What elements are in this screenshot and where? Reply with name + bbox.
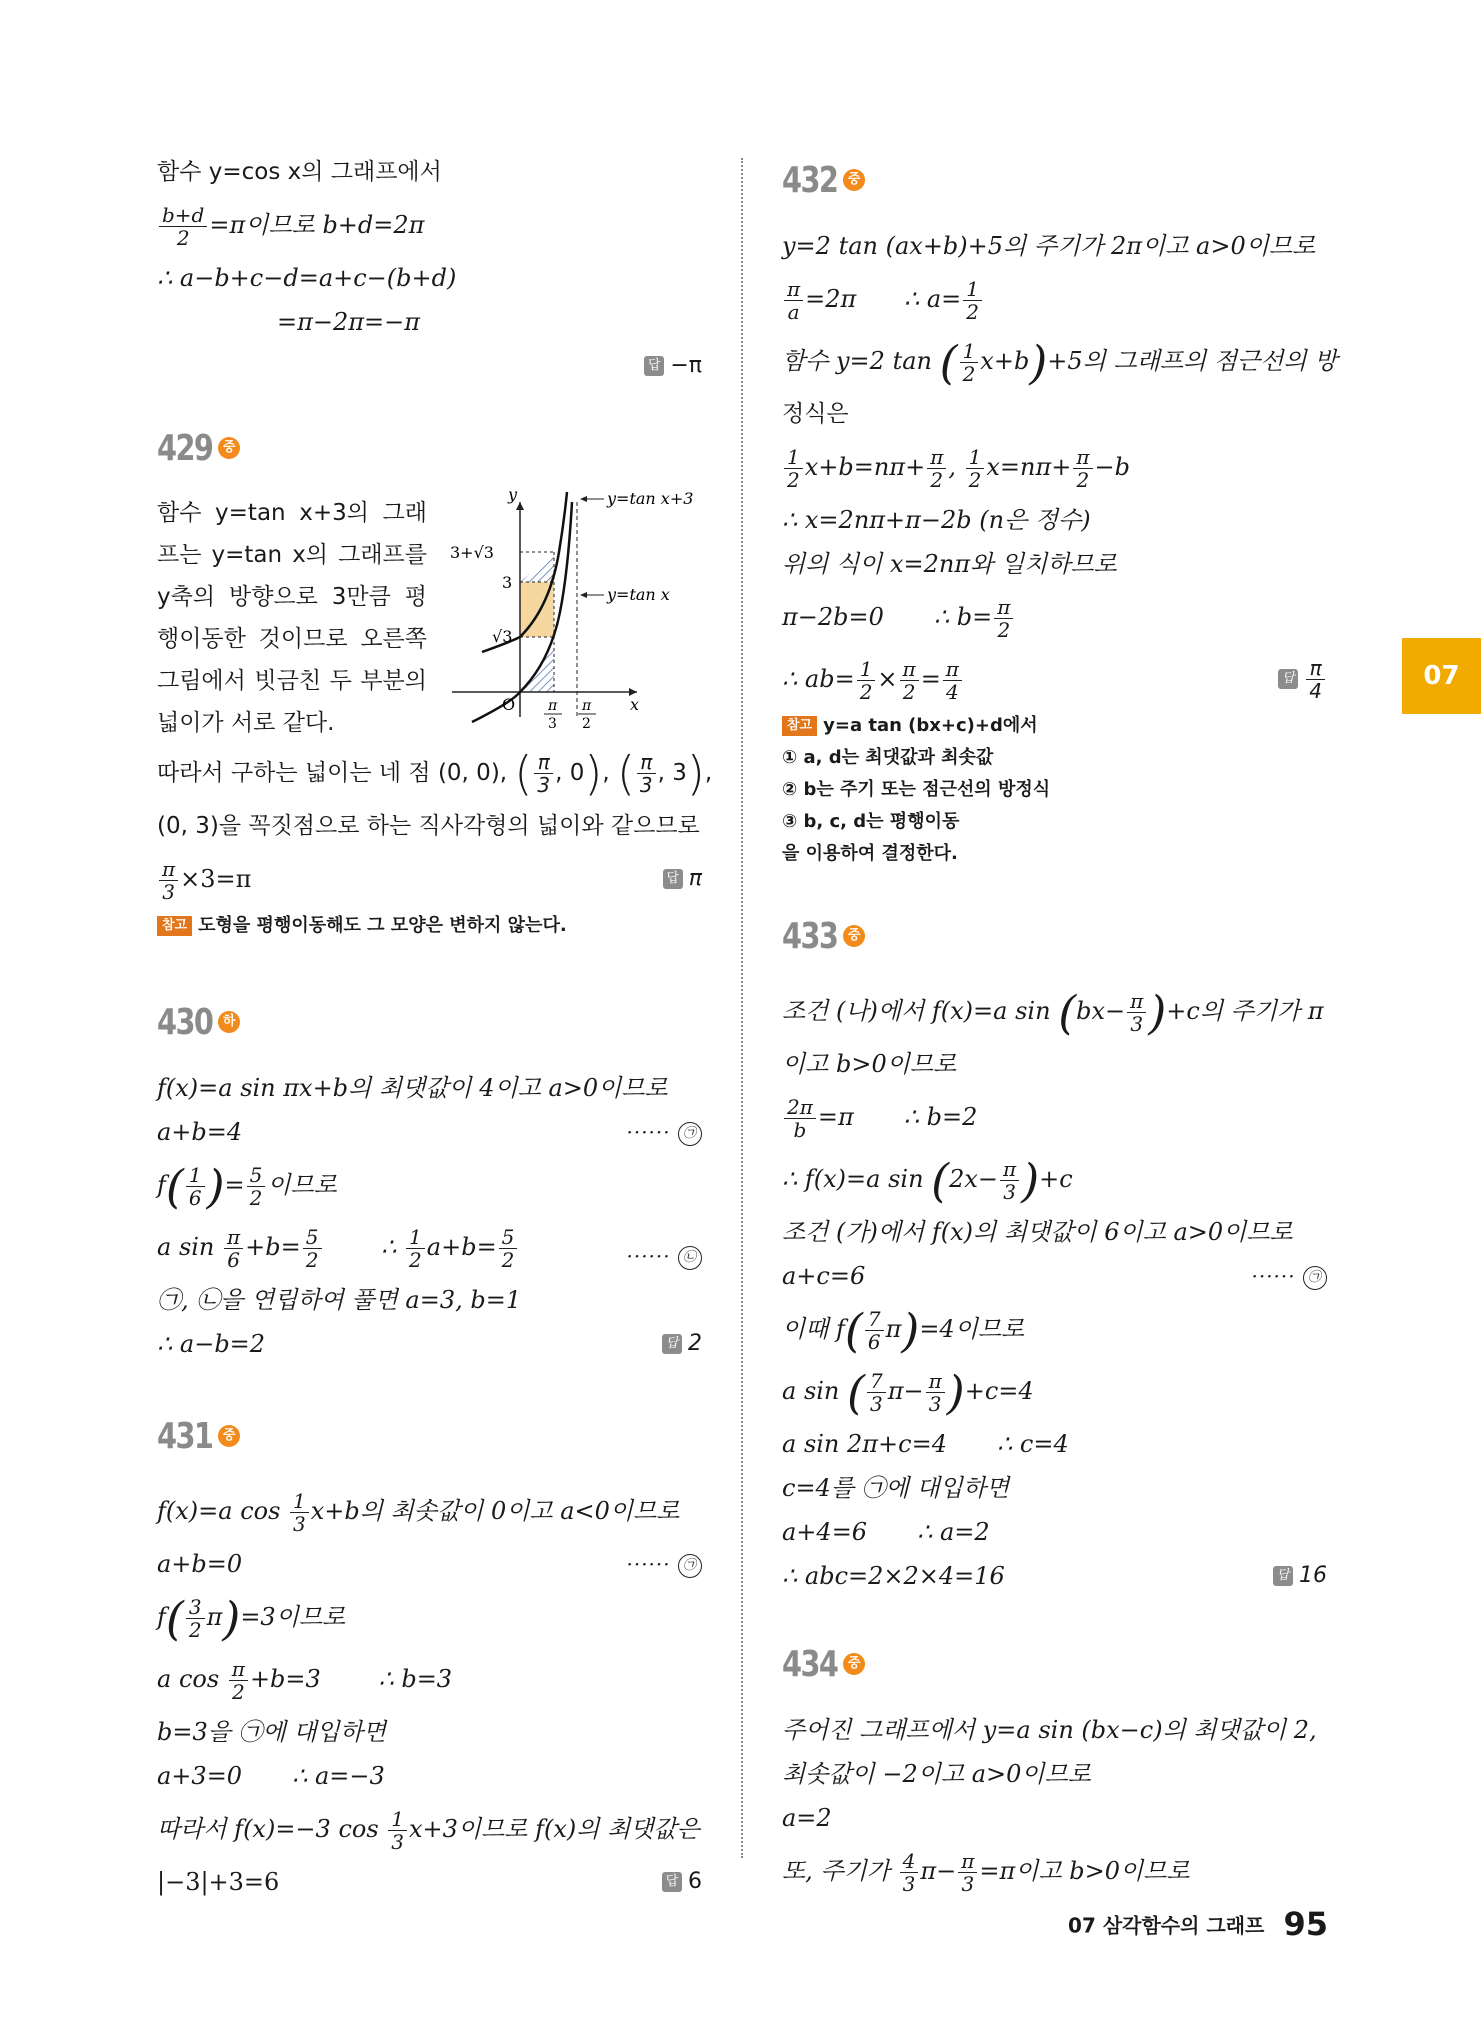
page-number: 95 [1283,1905,1328,1943]
math-line: ∴ abc=2×2×4=16 답 16 [782,1554,1327,1598]
answer-icon: 답 [662,1872,682,1892]
math-line: π−2b=0 ∴ b= $\frac{\pi}{2}$ [782,586,1327,648]
math-line: 최솟값이 −2이고 a>0이므로 [782,1760,1091,1788]
answer: 답 16 [1273,1554,1327,1598]
answer: 답 2 [662,1322,702,1366]
text-line: 함수 y=cos x의 그래프에서 [157,159,442,185]
math-line: =π−2π=−π [277,308,421,336]
math-line: a+4=6 ∴ a=2 [782,1518,990,1546]
note: 참고 도형을 평행이동해도 그 모양은 변하지 않는다. [157,910,702,942]
math-line: 이고 b>0이므로 [782,1050,957,1078]
math-line: b=3을 ㉠에 대입하면 [157,1718,387,1746]
math-line: $\frac{\pi}{3}$ ×3=π 답 π [157,848,702,910]
problem-number: 431 [157,1415,213,1457]
math-line: ㉠, ㉡을 연립하여 풀면 a=3, b=1 [157,1286,522,1314]
math-line: f(x)=a sin πx+b의 최댓값이 4이고 a>0이므로 [157,1074,668,1102]
chapter-tab: 07 [1402,638,1481,714]
math-line: a+b=0 ······ ㉠ [157,1542,702,1586]
fraction: $\frac{b+d}{2}$ [159,204,207,249]
svg-text:π: π [548,698,558,714]
circled-label: ㉡ [678,1246,702,1270]
problem-header-434 [782,1634,1327,1694]
math-line: ∴ x=2nπ+π−2b (n은 정수) [782,506,1091,534]
answer-icon: 답 [1278,669,1298,689]
math-line: 조건 (가)에서 f(x)의 최댓값이 6이고 a>0이므로 [782,1218,1293,1246]
svg-text:y=tan x: y=tan x [607,585,670,604]
math-line: 또, 주기가 $\frac{4}{3}$ π− $\frac{\pi}{3}$ =π이고 b>0이므로 [782,1849,1190,1896]
math-line: ∴ ab= $\frac{1}{2}$ × $\frac{\pi}{2}$ = $\frac{\pi}{4}$ 답 $\frac{\pi}{4}$ [782,648,1327,710]
answer: 답 −π [644,344,702,388]
math-line: a sin $\frac{\pi}{6}$ +b= $\frac{5}{2}$ ∴ $\frac{1}{2}$ a+b= $\frac{5}{2}$ ······ ㉡ [157,1216,702,1278]
math-line: a cos $\frac{\pi}{2}$ +b=3 ∴ b=3 [157,1657,453,1704]
math-line: $\frac{1}{2}$ x+b=nπ+ $\frac{\pi}{2}$ , $\frac{1}{2}$ x=nπ+ $\frac{\pi}{2}$ −b [782,436,1327,498]
svg-text:y=tan x+3: y=tan x+3 [607,489,694,508]
math-line: a+3=0 ∴ a=−3 [157,1762,385,1790]
math-line: 주어진 그래프에서 y=a sin (bx−c)의 최댓값이 2, [782,1716,1317,1744]
problem-number: 430 [157,1001,213,1043]
math-line: f( $\frac{3}{2}$ π)=3이므로 [157,1591,346,1646]
answer-line [157,344,702,388]
problem-number: 432 [782,159,838,201]
answer: 답 6 [662,1860,702,1904]
problem-header-433 [782,906,1327,966]
math-line: $\frac{\pi}{a}$ =2π ∴ a= $\frac{1}{2}$ [782,268,1327,330]
math-line: ∴ f(x)=a sin (2x− $\frac{\pi}{3}$ )+c [782,1153,1073,1208]
problem-header-429 [157,418,702,478]
svg-text:O: O [502,695,516,714]
math-line: a+c=6 ······ ㉠ [782,1254,1327,1298]
circled-label: ㉠ [678,1554,702,1578]
level-badge: 중 [843,1653,865,1675]
svg-text:y: y [508,485,518,504]
level-badge: 중 [843,169,865,191]
left-column [157,150,713,1904]
level-badge: 중 [218,1425,240,1447]
note-tag: 참고 [782,716,817,736]
math-line: $\frac{2\pi}{b}$ =π ∴ b=2 [782,1086,1327,1148]
math-line: 조건 (나)에서 f(x)=a sin (bx− $\frac{\pi}{3}$ )+c의 주기가 π [782,985,1324,1040]
answer-icon: 답 [663,869,683,889]
level-badge: 중 [843,925,865,947]
math-line: 따라서 f(x)=−3 cos $\frac{1}{3}$ x+3이므로 f(x)의 최댓값은 [157,1807,700,1854]
answer-icon: 답 [644,356,664,376]
page-footer [1060,1905,1328,1943]
svg-text:2: 2 [582,716,591,732]
problem-number: 429 [157,427,213,469]
math-line: f(x)=a cos $\frac{1}{3}$ x+b의 최솟값이 0이고 a<0이므로 [157,1489,680,1536]
tan-graph [442,482,702,732]
problem-429-body [157,485,702,742]
note-line: ③ b, c, d는 평행이동 [782,811,960,832]
chapter-title: 07 삼각함수의 그래프 [1068,1913,1265,1938]
svg-text:x: x [630,695,640,714]
note-tag: 참고 [157,916,192,936]
math-line: f( $\frac{1}{6}$ )= $\frac{5}{2}$ 이므로 [157,1159,337,1214]
circled-label: ㉠ [1303,1266,1327,1290]
math-line: a sin ( $\frac{7}{3}$ π− $\frac{\pi}{3}$ )+c=4 [782,1365,1034,1420]
svg-text:π: π [582,698,592,714]
problem-number: 434 [782,1643,838,1685]
svg-text:√3: √3 [492,627,513,646]
problem-header-432 [782,150,1327,210]
column-divider [741,158,743,1858]
note: 참고 y=a tan (bx+c)+d에서 [782,710,1327,742]
level-badge: 하 [218,1011,240,1033]
right-column [782,150,1338,1902]
math-line: a sin 2π+c=4 ∴ c=4 [782,1430,1069,1458]
math-line: c=4를 ㉠에 대입하면 [782,1474,1010,1502]
circled-label: ㉠ [678,1122,702,1146]
math-line: 위의 식이 x=2nπ와 일치하므로 [782,550,1117,578]
answer: 답 $\frac{\pi}{4}$ [1278,648,1327,710]
note-line: ① a, d는 최댓값과 최솟값 [782,747,994,768]
math-line: y=2 tan (ax+b)+5의 주기가 2π이고 a>0이므로 [782,232,1316,260]
math-line: ∴ a−b+c−d=a+c−(b+d) [157,264,457,292]
math-line: ∴ a−b=2 답 2 [157,1322,702,1366]
svg-text:3+√3: 3+√3 [450,543,494,562]
math-line: 이때 f( $\frac{7}{6}$ π)=4이므로 [782,1303,1025,1358]
answer-icon: 답 [1273,1566,1293,1586]
math-line: |−3|+3=6 답 6 [157,1860,702,1904]
paragraph: 함수 y=tan x+3의 그래프는 y=tan x의 그래프를 y축의 방향으로 3만큼 평행이동한 것이므로 오른쪽 그림에서 빗금친 두 부분의 넓이가 서로 같다. [157,500,427,736]
svg-text:3: 3 [502,573,513,592]
level-badge: 중 [218,437,240,459]
text-line: (0, 3)을 꼭짓점으로 하는 직사각형의 넓이와 같으므로 [157,813,700,839]
problem-number: 433 [782,915,838,957]
text-line: 따라서 구하는 넓이는 네 점 (0, 0), ( $\frac{\pi}{3}$ , 0), ( $\frac{\pi}{3}$ , 3), [157,746,713,801]
math-line: $\frac{b+d}{2}$ =π이므로 b+d=2π [157,194,702,256]
note-line: ② b는 주기 또는 점근선의 방정식 [782,779,1051,800]
text-line: 정식은 [782,401,849,427]
math-line: a=2 [782,1804,832,1832]
math-line: a+b=4 ······ ㉠ [157,1110,702,1154]
svg-text:3: 3 [548,716,557,732]
problem-header-430 [157,992,702,1052]
problem-header-431 [157,1406,702,1466]
math-line: 함수 y=2 tan ( $\frac{1}{2}$ x+b)+5의 그래프의 점근선의 방 [782,335,1338,390]
answer-icon: 답 [662,1334,682,1354]
note-line: 을 이용하여 결정한다. [782,843,958,864]
answer: 답 π [663,848,702,910]
